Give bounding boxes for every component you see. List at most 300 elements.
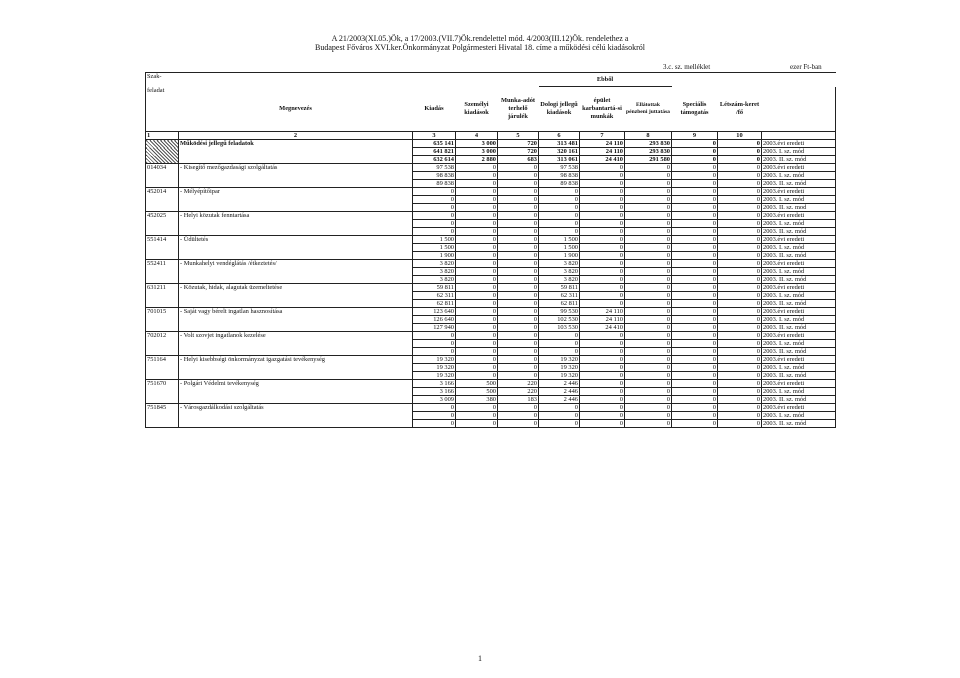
row-code (146, 204, 179, 212)
cell-ellatottak: 293 830 (625, 140, 672, 148)
row-code (146, 252, 179, 260)
cell-ellatottak: 0 (625, 308, 672, 316)
cell-specialis: 0 (672, 380, 718, 388)
table-row (146, 220, 836, 228)
cell-letszam: 0 (718, 364, 762, 372)
col-header-specialis: Speciális támogatás (680, 100, 709, 116)
cell-dologi: 97 538 (539, 164, 580, 172)
row-name: - Városgazdálkodási szolgáltatás (179, 404, 413, 412)
col-header-munkaado: Munka-adót terhelő járulék (500, 96, 536, 120)
cell-specialis: 0 (672, 308, 718, 316)
cell-szemelyi: 3 000 (456, 140, 498, 148)
cell-munkaado: 0 (498, 412, 539, 420)
table-row (146, 252, 836, 260)
cell-munkaado: 0 (498, 204, 539, 212)
row-name (179, 220, 413, 228)
cell-munkaado: 720 (498, 148, 539, 156)
cell-szemelyi: 0 (456, 364, 498, 372)
row-name: - Mélyépítőipar (179, 188, 413, 196)
cell-munkaado: 0 (498, 172, 539, 180)
index-cell: 5 (498, 132, 539, 140)
cell-epulet: 0 (580, 364, 625, 372)
cell-szemelyi: 0 (456, 332, 498, 340)
cell-dologi: 2 446 (539, 396, 580, 404)
cell-letszam: 0 (718, 228, 762, 236)
cell-szemelyi: 0 (456, 308, 498, 316)
cell-szemelyi: 0 (456, 196, 498, 204)
cell-ellatottak: 0 (625, 220, 672, 228)
cell-ellatottak: 0 (625, 356, 672, 364)
cell-ellatottak: 0 (625, 252, 672, 260)
cell-munkaado: 0 (498, 356, 539, 364)
cell-ellatottak: 0 (625, 412, 672, 420)
cell-letszam: 0 (718, 276, 762, 284)
cell-munkaado: 0 (498, 260, 539, 268)
row-version: 2003.évi eredeti (762, 164, 836, 172)
cell-specialis: 0 (672, 396, 718, 404)
cell-letszam: 0 (718, 332, 762, 340)
cell-ellatottak: 0 (625, 260, 672, 268)
row-code (146, 156, 179, 164)
cell-epulet: 0 (580, 220, 625, 228)
row-code (146, 220, 179, 228)
cell-ellatottak: 0 (625, 180, 672, 188)
cell-specialis: 0 (672, 220, 718, 228)
cell-szemelyi: 0 (456, 236, 498, 244)
table-row (146, 292, 836, 300)
row-code (146, 180, 179, 188)
row-code (146, 372, 179, 380)
row-code (146, 300, 179, 308)
cell-dologi: 2 446 (539, 380, 580, 388)
cell-kiadas: 641 821 (413, 148, 456, 156)
table-row (146, 164, 836, 172)
cell-ellatottak: 0 (625, 236, 672, 244)
cell-letszam: 0 (718, 412, 762, 420)
row-version: 2003.évi eredeti (762, 236, 836, 244)
cell-ellatottak: 0 (625, 268, 672, 276)
cell-munkaado: 220 (498, 388, 539, 396)
cell-dologi: 0 (539, 212, 580, 220)
row-name: - Kisegítő mezőgazdasági szolgáltatás (179, 164, 413, 172)
cell-szemelyi: 0 (456, 212, 498, 220)
row-version: 2003. II. sz. mód (762, 252, 836, 260)
cell-munkaado: 0 (498, 284, 539, 292)
cell-letszam: 0 (718, 316, 762, 324)
row-version: 2003. II. sz. mód (762, 180, 836, 188)
cell-kiadas: 3 009 (413, 396, 456, 404)
cell-letszam: 0 (718, 340, 762, 348)
cell-ellatottak: 0 (625, 284, 672, 292)
cell-specialis: 0 (672, 404, 718, 412)
index-cell: 2 (179, 132, 413, 140)
header-line-1: A 21/2003(XI.05.)Ök, a 17/2003.(VII.7)Ök.rendelettel mód. 4/2003(III.12)Ök. rendelethez a (331, 34, 629, 43)
table-row (146, 300, 836, 308)
row-name (179, 300, 413, 308)
index-cell: 7 (580, 132, 625, 140)
cell-dologi: 0 (539, 332, 580, 340)
table-row (146, 140, 836, 148)
cell-kiadas: 0 (413, 404, 456, 412)
row-version: 2003.évi eredeti (762, 188, 836, 196)
cell-specialis: 0 (672, 268, 718, 276)
row-code (146, 292, 179, 300)
row-version: 2003. I. sz. mód (762, 340, 836, 348)
cell-dologi: 3 820 (539, 268, 580, 276)
cell-kiadas: 1 500 (413, 244, 456, 252)
cell-epulet: 0 (580, 164, 625, 172)
cell-specialis: 0 (672, 228, 718, 236)
cell-specialis: 0 (672, 332, 718, 340)
row-version: 2003. I. sz. mód (762, 244, 836, 252)
cell-munkaado: 0 (498, 268, 539, 276)
cell-munkaado: 0 (498, 404, 539, 412)
cell-kiadas: 62 811 (413, 300, 456, 308)
row-name (179, 372, 413, 380)
row-version: 2003. II. sz. mód (762, 300, 836, 308)
row-code (146, 276, 179, 284)
cell-epulet: 0 (580, 388, 625, 396)
cell-dologi: 98 838 (539, 172, 580, 180)
row-version: 2003.évi eredeti (762, 356, 836, 364)
col-header-szak: Szak- (146, 73, 179, 87)
cell-ellatottak: 0 (625, 372, 672, 380)
cell-specialis: 0 (672, 156, 718, 164)
cell-kiadas: 127 940 (413, 324, 456, 332)
row-version: 2003.évi eredeti (762, 260, 836, 268)
cell-specialis: 0 (672, 324, 718, 332)
cell-ellatottak: 0 (625, 348, 672, 356)
cell-letszam: 0 (718, 172, 762, 180)
row-name (179, 324, 413, 332)
row-version: 2003. I. sz. mód (762, 364, 836, 372)
cell-dologi: 0 (539, 420, 580, 428)
cell-letszam: 0 (718, 356, 762, 364)
cell-kiadas: 632 614 (413, 156, 456, 164)
cell-szemelyi: 0 (456, 292, 498, 300)
table-row (146, 388, 836, 396)
row-name: - Helyi közutak fenntartása (179, 212, 413, 220)
cell-ellatottak: 0 (625, 228, 672, 236)
cell-specialis: 0 (672, 356, 718, 364)
row-code: 701015 (146, 308, 179, 316)
row-code (146, 324, 179, 332)
cell-epulet: 0 (580, 236, 625, 244)
cell-letszam: 0 (718, 252, 762, 260)
cell-kiadas: 0 (413, 204, 456, 212)
table-body (146, 140, 836, 428)
cell-epulet: 0 (580, 332, 625, 340)
cell-letszam: 0 (718, 308, 762, 316)
cell-szemelyi: 0 (456, 372, 498, 380)
cell-epulet: 0 (580, 228, 625, 236)
index-cell: 10 (718, 132, 762, 140)
cell-specialis: 0 (672, 148, 718, 156)
cell-dologi: 102 530 (539, 316, 580, 324)
row-version: 2003.évi eredeti (762, 332, 836, 340)
cell-dologi: 0 (539, 404, 580, 412)
cell-ellatottak: 0 (625, 276, 672, 284)
row-code (146, 196, 179, 204)
table-row (146, 244, 836, 252)
page-number: 1 (478, 654, 482, 663)
cell-kiadas: 0 (413, 340, 456, 348)
row-code (146, 412, 179, 420)
row-version: 2003. I. sz. mód (762, 220, 836, 228)
table-row (146, 284, 836, 292)
row-version: 2003. I. sz. mód (762, 268, 836, 276)
cell-munkaado: 0 (498, 228, 539, 236)
cell-ellatottak: 0 (625, 300, 672, 308)
cell-dologi: 62 311 (539, 292, 580, 300)
cell-specialis: 0 (672, 292, 718, 300)
cell-szemelyi: 0 (456, 284, 498, 292)
cell-munkaado: 0 (498, 316, 539, 324)
cell-specialis: 0 (672, 340, 718, 348)
cell-munkaado: 0 (498, 196, 539, 204)
cell-szemelyi: 3 000 (456, 148, 498, 156)
row-version: 2003.évi eredeti (762, 308, 836, 316)
cell-epulet: 0 (580, 284, 625, 292)
cell-szemelyi: 380 (456, 396, 498, 404)
row-name (179, 148, 413, 156)
cell-kiadas: 0 (413, 348, 456, 356)
cell-letszam: 0 (718, 180, 762, 188)
cell-specialis: 0 (672, 236, 718, 244)
cell-epulet: 0 (580, 300, 625, 308)
table-row (146, 348, 836, 356)
row-version: 2003. I. sz. mód (762, 388, 836, 396)
cell-dologi: 0 (539, 220, 580, 228)
cell-ellatottak: 0 (625, 188, 672, 196)
table-row (146, 276, 836, 284)
cell-letszam: 0 (718, 372, 762, 380)
cell-szemelyi: 0 (456, 228, 498, 236)
cell-munkaado: 220 (498, 380, 539, 388)
row-code: 702012 (146, 332, 179, 340)
row-name: - Közutak, hidak, alagutak üzemeltetése (179, 284, 413, 292)
table-row (146, 412, 836, 420)
row-version: 2003. II. sz. mód (762, 372, 836, 380)
cell-munkaado: 0 (498, 324, 539, 332)
col-header-ellatottak: Ellátottak pénzbeni juttatása (626, 102, 670, 115)
cell-letszam: 0 (718, 380, 762, 388)
cell-ellatottak: 0 (625, 196, 672, 204)
row-code (146, 348, 179, 356)
cell-letszam: 0 (718, 188, 762, 196)
row-code: 551414 (146, 236, 179, 244)
row-code: 751164 (146, 356, 179, 364)
cell-dologi: 320 161 (539, 148, 580, 156)
row-name (179, 172, 413, 180)
cell-munkaado: 0 (498, 212, 539, 220)
col-header-feladat: feladat (146, 87, 179, 132)
row-version: 2003. I. sz. mód (762, 412, 836, 420)
cell-epulet: 0 (580, 380, 625, 388)
cell-dologi: 103 530 (539, 324, 580, 332)
cell-epulet: 0 (580, 404, 625, 412)
cell-letszam: 0 (718, 212, 762, 220)
cell-dologi: 0 (539, 412, 580, 420)
cell-dologi: 99 530 (539, 308, 580, 316)
cell-kiadas: 3 166 (413, 388, 456, 396)
cell-epulet: 0 (580, 412, 625, 420)
cell-kiadas: 3 166 (413, 380, 456, 388)
cell-ellatottak: 0 (625, 244, 672, 252)
row-code (146, 268, 179, 276)
cell-szemelyi: 0 (456, 404, 498, 412)
cell-specialis: 0 (672, 388, 718, 396)
cell-dologi: 59 811 (539, 284, 580, 292)
cell-epulet: 0 (580, 276, 625, 284)
cell-kiadas: 123 640 (413, 308, 456, 316)
cell-kiadas: 98 838 (413, 172, 456, 180)
cell-dologi: 19 320 (539, 356, 580, 364)
cell-dologi: 3 820 (539, 260, 580, 268)
row-name (179, 180, 413, 188)
cell-specialis: 0 (672, 196, 718, 204)
row-name (179, 292, 413, 300)
cell-epulet: 0 (580, 292, 625, 300)
col-header-kiadas: Kiadás (424, 104, 444, 112)
cell-szemelyi: 500 (456, 388, 498, 396)
appendix-label: 3.c. sz. melléklet (663, 63, 711, 71)
cell-szemelyi: 0 (456, 420, 498, 428)
cell-ellatottak: 0 (625, 420, 672, 428)
cell-epulet: 24 410 (580, 324, 625, 332)
row-code (146, 140, 179, 148)
row-code (146, 244, 179, 252)
cell-munkaado: 0 (498, 276, 539, 284)
table-row (146, 260, 836, 268)
cell-dologi: 1 500 (539, 244, 580, 252)
row-version: 2003. II. sz. mód (762, 228, 836, 236)
cell-szemelyi: 0 (456, 412, 498, 420)
cell-munkaado: 683 (498, 156, 539, 164)
cell-munkaado: 0 (498, 300, 539, 308)
table-row (146, 196, 836, 204)
cell-szemelyi: 0 (456, 180, 498, 188)
cell-kiadas: 89 838 (413, 180, 456, 188)
table-row (146, 380, 836, 388)
row-name (179, 268, 413, 276)
cell-kiadas: 62 311 (413, 292, 456, 300)
row-name (179, 156, 413, 164)
cell-szemelyi: 0 (456, 268, 498, 276)
row-code (146, 396, 179, 404)
cell-specialis: 0 (672, 276, 718, 284)
row-version: 2003.évi eredeti (762, 404, 836, 412)
table-row (146, 420, 836, 428)
cell-epulet: 24 110 (580, 140, 625, 148)
row-version: 2003. II. sz. mod (762, 204, 836, 212)
cell-letszam: 0 (718, 388, 762, 396)
table-row (146, 156, 836, 164)
cell-letszam: 0 (718, 420, 762, 428)
index-cell: 1 (146, 132, 179, 140)
cell-szemelyi: 0 (456, 316, 498, 324)
cell-dologi: 19 320 (539, 372, 580, 380)
row-version: 2003. I. sz. mód (762, 148, 836, 156)
cell-ellatottak: 0 (625, 396, 672, 404)
cell-kiadas: 0 (413, 228, 456, 236)
cell-ellatottak: 0 (625, 212, 672, 220)
row-name: Működési jellegű feladatok (179, 140, 413, 148)
cell-specialis: 0 (672, 300, 718, 308)
cell-kiadas: 3 820 (413, 260, 456, 268)
table-row (146, 204, 836, 212)
column-index-row (146, 132, 836, 140)
cell-munkaado: 0 (498, 220, 539, 228)
cell-munkaado: 720 (498, 140, 539, 148)
cell-munkaado: 0 (498, 308, 539, 316)
cell-ellatottak: 0 (625, 388, 672, 396)
row-code (146, 340, 179, 348)
cell-szemelyi: 0 (456, 340, 498, 348)
row-version: 2003. II. sz. mód (762, 348, 836, 356)
cell-epulet: 24 110 (580, 316, 625, 324)
cell-letszam: 0 (718, 404, 762, 412)
row-code (146, 388, 179, 396)
row-version: 2003.évi eredeti (762, 140, 836, 148)
table-row (146, 372, 836, 380)
row-name (179, 340, 413, 348)
col-header-dologi: Dologi jellegű kiadások (540, 101, 578, 116)
cell-szemelyi: 0 (456, 348, 498, 356)
row-name (179, 412, 413, 420)
cell-letszam: 0 (718, 204, 762, 212)
row-code: 452014 (146, 188, 179, 196)
cell-letszam: 0 (718, 300, 762, 308)
row-name (179, 396, 413, 404)
row-version: 2003. II. sz. mód (762, 396, 836, 404)
cell-kiadas: 59 811 (413, 284, 456, 292)
cell-szemelyi: 2 880 (456, 156, 498, 164)
cell-kiadas: 0 (413, 188, 456, 196)
row-code (146, 364, 179, 372)
cell-dologi: 1 500 (539, 236, 580, 244)
cell-munkaado: 0 (498, 236, 539, 244)
cell-letszam: 0 (718, 220, 762, 228)
cell-specialis: 0 (672, 348, 718, 356)
cell-ellatottak: 291 580 (625, 156, 672, 164)
cell-specialis: 0 (672, 244, 718, 252)
cell-ellatottak: 0 (625, 164, 672, 172)
table-row (146, 324, 836, 332)
cell-epulet: 0 (580, 188, 625, 196)
cell-specialis: 0 (672, 180, 718, 188)
cell-epulet: 0 (580, 244, 625, 252)
cell-specialis: 0 (672, 284, 718, 292)
table-row (146, 212, 836, 220)
cell-kiadas: 635 141 (413, 140, 456, 148)
cell-letszam: 0 (718, 324, 762, 332)
table-row (146, 308, 836, 316)
cell-epulet: 0 (580, 340, 625, 348)
table-row (146, 180, 836, 188)
cell-szemelyi: 0 (456, 164, 498, 172)
cell-kiadas: 19 320 (413, 356, 456, 364)
cell-kiadas: 1 500 (413, 236, 456, 244)
row-code (146, 420, 179, 428)
cell-munkaado: 0 (498, 364, 539, 372)
table-row (146, 332, 836, 340)
row-version: 2003. II. sz. mód (762, 324, 836, 332)
cell-epulet: 0 (580, 348, 625, 356)
cell-kiadas: 0 (413, 412, 456, 420)
row-version: 2003.évi eredeti (762, 212, 836, 220)
cell-letszam: 0 (718, 348, 762, 356)
